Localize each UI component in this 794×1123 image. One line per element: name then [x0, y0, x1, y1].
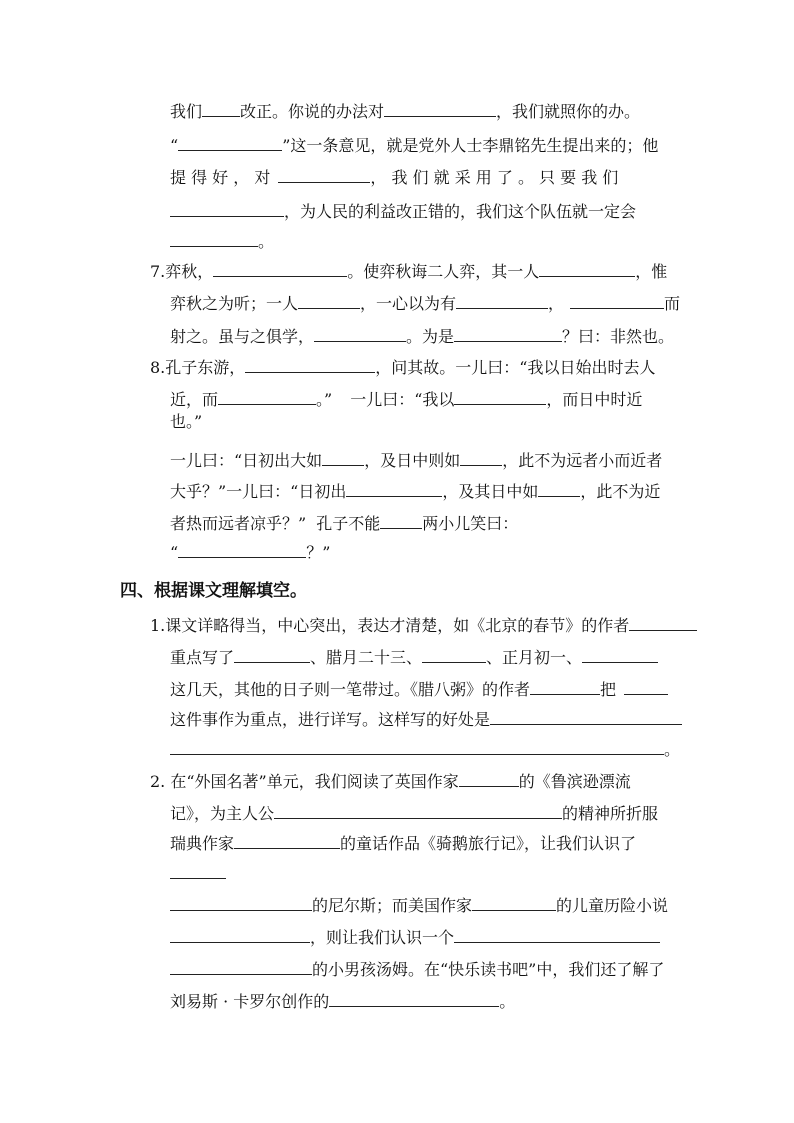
answer-blank[interactable] [454, 926, 660, 943]
answer-blank[interactable] [456, 292, 548, 309]
answer-blank[interactable] [278, 166, 370, 183]
answer-blank[interactable] [538, 480, 580, 497]
answer-blank[interactable] [346, 480, 442, 497]
s4-question-2-line-7: 的小男孩汤姆。在“快乐读书吧”中，我们还了解了 [170, 958, 664, 980]
answer-blank[interactable] [530, 678, 600, 695]
section-4-heading: 四、根据课文理解填空。 [120, 581, 307, 601]
answer-blank[interactable] [570, 292, 664, 309]
s4-question-2-line-3: 瑞典作家 的童话作品《骑鹅旅行记》，让我们认识了 [170, 834, 637, 853]
answer-blank[interactable] [170, 862, 226, 879]
answer-blank[interactable] [245, 356, 375, 373]
answer-blank[interactable] [274, 802, 562, 819]
answer-blank[interactable] [460, 449, 502, 466]
passage-line-2: “ ”这一条意见，就是党外人士李鼎铭先生提出来的；他 [170, 136, 659, 155]
s4-question-2-line-5: 的尼尔斯；而美国作家 的儿童历险小说 [170, 894, 668, 916]
answer-blank[interactable] [170, 894, 312, 911]
s4-question-1-line-3: 这几天，其他的日子则一笔带过。《腊八粥》的作者 把 [170, 678, 668, 700]
question-8-line-4: 一儿曰：“日初出大如 ，及日中则如 ，此不为远者小而近者 [170, 451, 663, 470]
passage-line-1: 我们 改正。你说的办法对 ，我们就照你的办。 [170, 102, 641, 121]
s4-question-2-line-8: 刘易斯 · 卡罗尔创作的 。 [170, 992, 516, 1011]
question-8-line-2: 近，而 。” 一儿曰：“我以 ，而日中时近 [170, 390, 643, 409]
passage-line-3: 提 得 好 ， 对 ， 我 们 就 采 用 了 。 只 要 我 们 [170, 168, 619, 187]
passage-line-4: ，为人民的利益改正错的，我们这个队伍就一定会 [170, 200, 636, 222]
answer-blank[interactable] [298, 292, 360, 309]
question-7-line-3: 射之。虽与之俱学， 。为是 ？曰：非然也。 [170, 327, 675, 346]
answer-blank[interactable] [178, 541, 306, 558]
answer-blank[interactable] [170, 230, 258, 247]
s4-question-1-line-1: 1.课文详略得当，中心突出，表达才清楚，如《北京的春节》的作者 [150, 614, 697, 636]
question-7-line-1: 7.弈秋， 。使弈秋诲二人弈，其一人 ，惟 [150, 262, 668, 281]
answer-blank[interactable] [234, 646, 310, 663]
answer-blank[interactable] [170, 738, 664, 755]
answer-blank[interactable] [384, 100, 496, 117]
question-7-line-2: 弈秋之为听；一人 ，一心以为有 ， 而 [170, 294, 681, 313]
answer-blank[interactable] [454, 325, 562, 342]
answer-blank[interactable] [490, 708, 682, 725]
answer-blank[interactable] [314, 325, 406, 342]
answer-blank[interactable] [170, 958, 312, 975]
passage-line-5: 。 [170, 230, 274, 252]
answer-blank[interactable] [322, 449, 364, 466]
answer-blank[interactable] [539, 260, 635, 277]
question-8-line-7: “ ？” [170, 543, 331, 562]
question-8-line-1: 8.孔子东游， ，问其故。一儿曰：“我以日始出时去人 [150, 358, 656, 377]
answer-blank[interactable] [329, 990, 499, 1007]
question-8-line-6: 者热而远者凉乎？” 孔子不能 两小儿笑曰： [170, 514, 519, 533]
answer-blank[interactable] [582, 646, 658, 663]
question-8-line-3: 也。” [170, 412, 203, 431]
question-8-line-5: 大乎？”一儿曰：“日初出 ，及其日中如 ，此不为近 [170, 482, 661, 501]
answer-blank[interactable] [624, 678, 668, 695]
answer-blank[interactable] [459, 770, 519, 787]
answer-blank[interactable] [213, 260, 347, 277]
answer-blank[interactable] [454, 388, 546, 405]
answer-blank[interactable] [472, 894, 556, 911]
s4-question-1-line-2: 重点写了 、腊月二十三、 、正月初一、 [170, 646, 658, 668]
s4-question-2-line-2: 记》，为主人公 的精神所折服 [170, 804, 659, 823]
answer-blank[interactable] [422, 646, 486, 663]
answer-blank[interactable] [178, 134, 282, 151]
answer-blank[interactable] [234, 832, 340, 849]
s4-question-2-line-6: ，则让我们认识一个 [170, 926, 660, 948]
s4-question-1-line-4: 这件事作为重点，进行详写。这样写的好处是 [170, 708, 682, 730]
s4-question-1-line-5: 。 [170, 738, 680, 760]
answer-blank[interactable] [170, 926, 310, 943]
answer-blank[interactable] [202, 100, 240, 117]
answer-blank[interactable] [629, 614, 697, 631]
answer-blank[interactable] [218, 388, 316, 405]
answer-blank[interactable] [170, 200, 284, 217]
answer-blank[interactable] [380, 512, 422, 529]
s4-question-2-line-4 [170, 862, 226, 884]
s4-question-2-line-1: 2. 在“外国名著”单元，我们阅读了英国作家 的《鲁滨逊漂流 [150, 772, 631, 791]
